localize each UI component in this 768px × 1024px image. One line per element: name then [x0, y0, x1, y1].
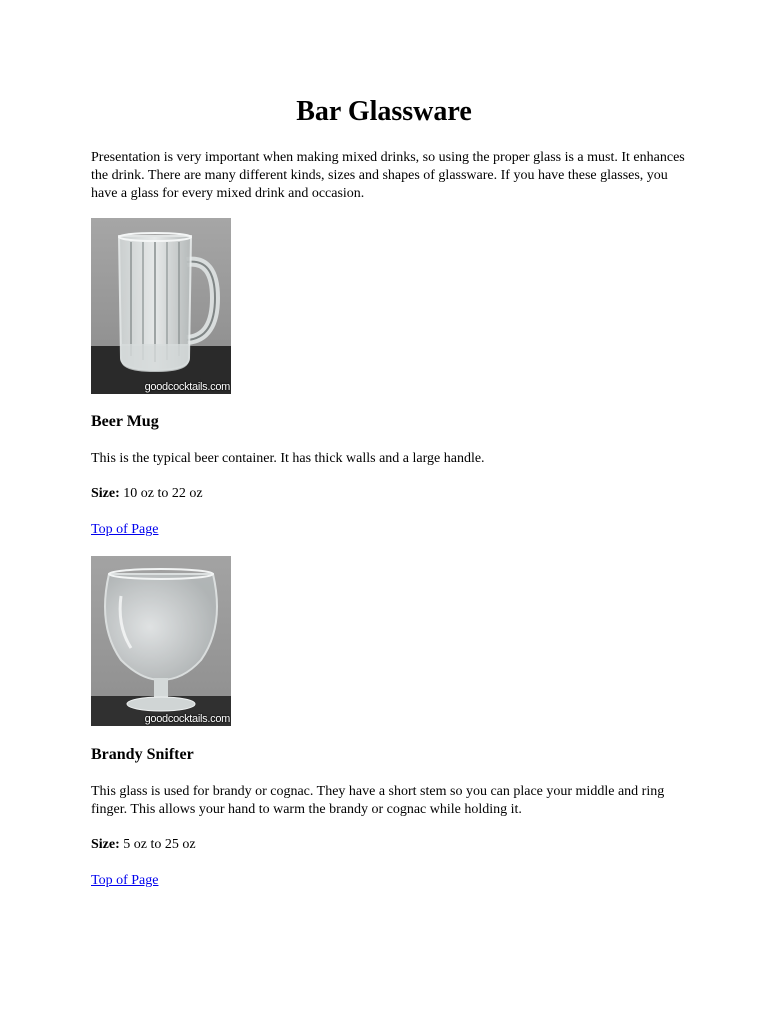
beer-mug-illustration — [91, 218, 231, 394]
beer-mug-photo — [91, 218, 231, 394]
size-label: Size: — [91, 837, 120, 852]
intro-paragraph: Presentation is very important when making mixed drinks, so using the proper glass is a must. It enhances the drink. There are many different kinds, sizes and shapes of glassware. If you have these glasses, you have a glass for every mixed drink and occasion. — [91, 150, 685, 201]
beer-mug-heading: Beer Mug — [91, 413, 159, 430]
brandy-snifter-description: This glass is used for brandy or cognac. They have a short stem so you can place your middle and ring finger. This allows your hand to warm the brandy or cognac while holding it. — [91, 784, 665, 817]
page-title: Bar Glassware — [296, 96, 472, 127]
brandy-snifter-size — [91, 836, 196, 854]
size-label: Size: — [91, 486, 120, 501]
top-of-page-link[interactable]: Top of Page — [91, 522, 159, 537]
beer-mug-size — [91, 485, 203, 503]
top-of-page-link[interactable]: Top of Page — [91, 873, 159, 888]
beer-mug-description: This is the typical beer container. It has thick walls and a large handle. — [91, 451, 485, 466]
size-value: 10 oz to 22 oz — [123, 486, 203, 501]
brandy-snifter-heading: Brandy Snifter — [91, 746, 194, 763]
photo-watermark: goodcocktails.com — [144, 713, 230, 725]
photo-watermark: goodcocktails.com — [144, 381, 230, 393]
size-value: 5 oz to 25 oz — [123, 837, 196, 852]
brandy-snifter-illustration — [91, 556, 231, 726]
brandy-snifter-photo — [91, 556, 231, 726]
